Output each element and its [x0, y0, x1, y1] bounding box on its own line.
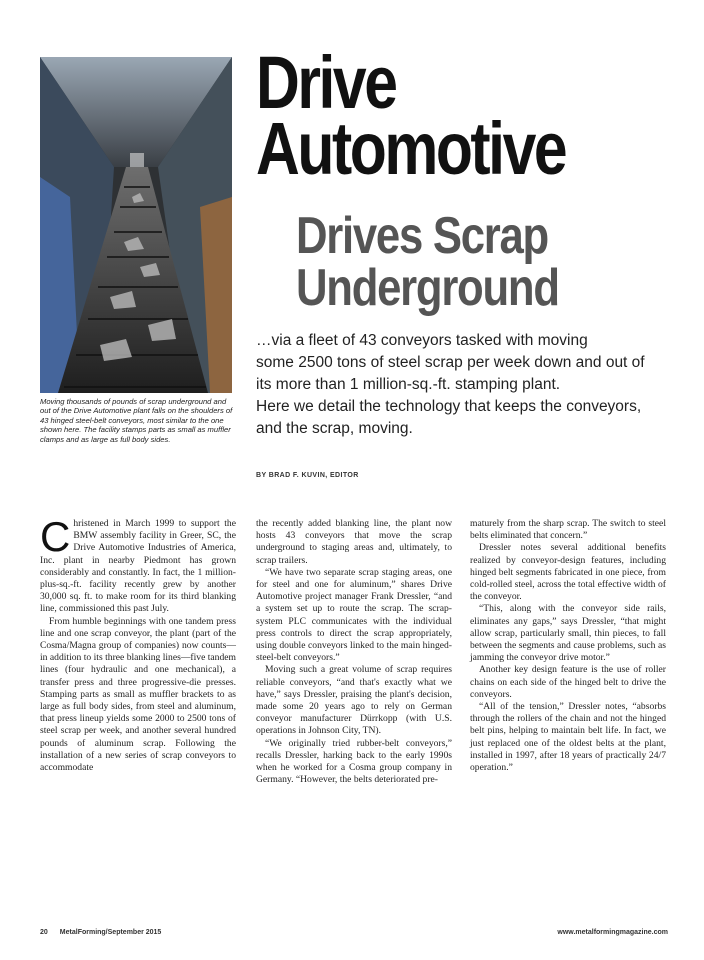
deck-line: and the scrap, moving. — [256, 420, 413, 437]
title-line: Automotive — [256, 107, 566, 190]
photo-caption: Moving thousands of pounds of scrap underground and out of the Drive Automotive plant falls on the shoulders of 43 hinged steel-belt conveyors, most similar to the one shown here. The facility stamps parts as small as muffler clamps and as large as full body sides. — [40, 397, 233, 444]
body-paragraph: “This, along with the conveyor side rails, eliminates any gaps,” says Dressler, “that might allow scrap, particularly small, thin pieces, to fall between the segments and cause problems, such as jamming the conveyor drive motor.” — [470, 603, 666, 664]
body-column-2 — [256, 518, 452, 786]
article-deck — [256, 330, 676, 440]
subtitle-line: Drives Scrap — [296, 207, 548, 265]
body-column-3 — [470, 518, 666, 774]
subtitle-line: Underground — [296, 259, 559, 317]
drop-cap: C — [40, 513, 71, 560]
page-footer-left — [40, 929, 173, 936]
byline: BY BRAD F. KUVIN, EDITOR — [256, 472, 359, 479]
article-photo — [40, 57, 232, 393]
body-paragraph: “All of the tension,” Dressler notes, “absorbs through the rollers of the chain and not the hinged belt pins, helping to maintain belt life. In fact, we just replaced one of the oldest belts at the plant, installed in 1997, after 18 years of practically 24/7 operation.” — [470, 701, 666, 774]
body-paragraph: Dressler notes several additional benefits realized by conveyor-design features, including hinged belt segments fabricated in one piece, from cold-rolled steel, across the total effective width of the conveyor. — [470, 542, 666, 603]
article-title — [256, 41, 566, 190]
page-number: 20 — [40, 929, 48, 936]
body-paragraph: “We originally tried rubber-belt conveyors,” recalls Dressler, harking back to the early 1990s when he worked for a Cosma group company in Germany. “However, the belts deteriorated pre- — [256, 737, 452, 786]
body-paragraph: the recently added blanking line, the plant now hosts 43 conveyors that move the scrap underground to staging areas and, ultimately, to scrap trailers. — [256, 518, 452, 566]
title-line: Drive — [256, 41, 396, 124]
magazine-issue: MetalForming/September 2015 — [59, 929, 162, 936]
body-paragraph: “We have two separate scrap staging areas, one for steel and one for aluminum,” shares Drive Automotive project manager Frank Dressler, “and a system set up to route the scrap. The scrap-system PLC communicates with the individual press controls to direct the scrap appropriately, using double conveyors linked to the main hinged-steel-belt conveyors.” — [256, 566, 452, 664]
deck-line: …via a fleet of 43 conveyors tasked with moving — [256, 332, 588, 349]
paragraph-text: hristened in March 1999 to support the BMW assembly facility in Greer, SC, the Drive Automotive Industries of America, Inc. plant in nearby Piedmont has grown considerably and constantly. In fact, the 1 million-plus-sq.-ft. facility recently grew by another 30,000 sq. ft. to make room for its third blanking line, commissioned this past July. — [40, 518, 236, 615]
body-paragraph: From humble beginnings with one tandem press line and one scrap conveyor, the plant (part of the Cosma/Magna group of companies) now counts—in addition to its three blanking lines—five tandem lines (four hydraulic and one mechanical), a transfer press and three progressive-die presses. Stamping parts as small as muffler brackets to as large as full body sides, from steel and aluminum, that press lineup yields some 2000 to 2500 tons of steel scrap per week, and another several hundred pounds of aluminum scrap. Following the installation of a new series of scrap conveyors to accommodate — [40, 615, 236, 774]
deck-line: its more than 1 million-sq.-ft. stamping plant. — [256, 376, 561, 393]
deck-line: some 2500 tons of steel scrap per week down and out of — [256, 354, 645, 371]
body-paragraph: Another key design feature is the use of roller chains on each side of the hinged belt to drive the conveyors. — [470, 664, 666, 700]
article-subtitle — [296, 207, 559, 317]
body-paragraph: maturely from the sharp scrap. The switch to steel belts eliminated that concern.” — [470, 518, 666, 542]
website-url: www.metalformingmagazine.com — [557, 929, 668, 936]
deck-line: Here we detail the technology that keeps the conveyors, — [256, 398, 642, 415]
body-column-1 — [40, 513, 236, 774]
body-paragraph — [40, 513, 236, 616]
body-paragraph: Moving such a great volume of scrap requires reliable conveyors, “and that's exactly what we have,” says Dressler, praising the plant's decision, made some 20 years ago to rely on German conveyor manufacturer Dürrkopp (with U.S. operations in Johnson City, TN). — [256, 664, 452, 737]
